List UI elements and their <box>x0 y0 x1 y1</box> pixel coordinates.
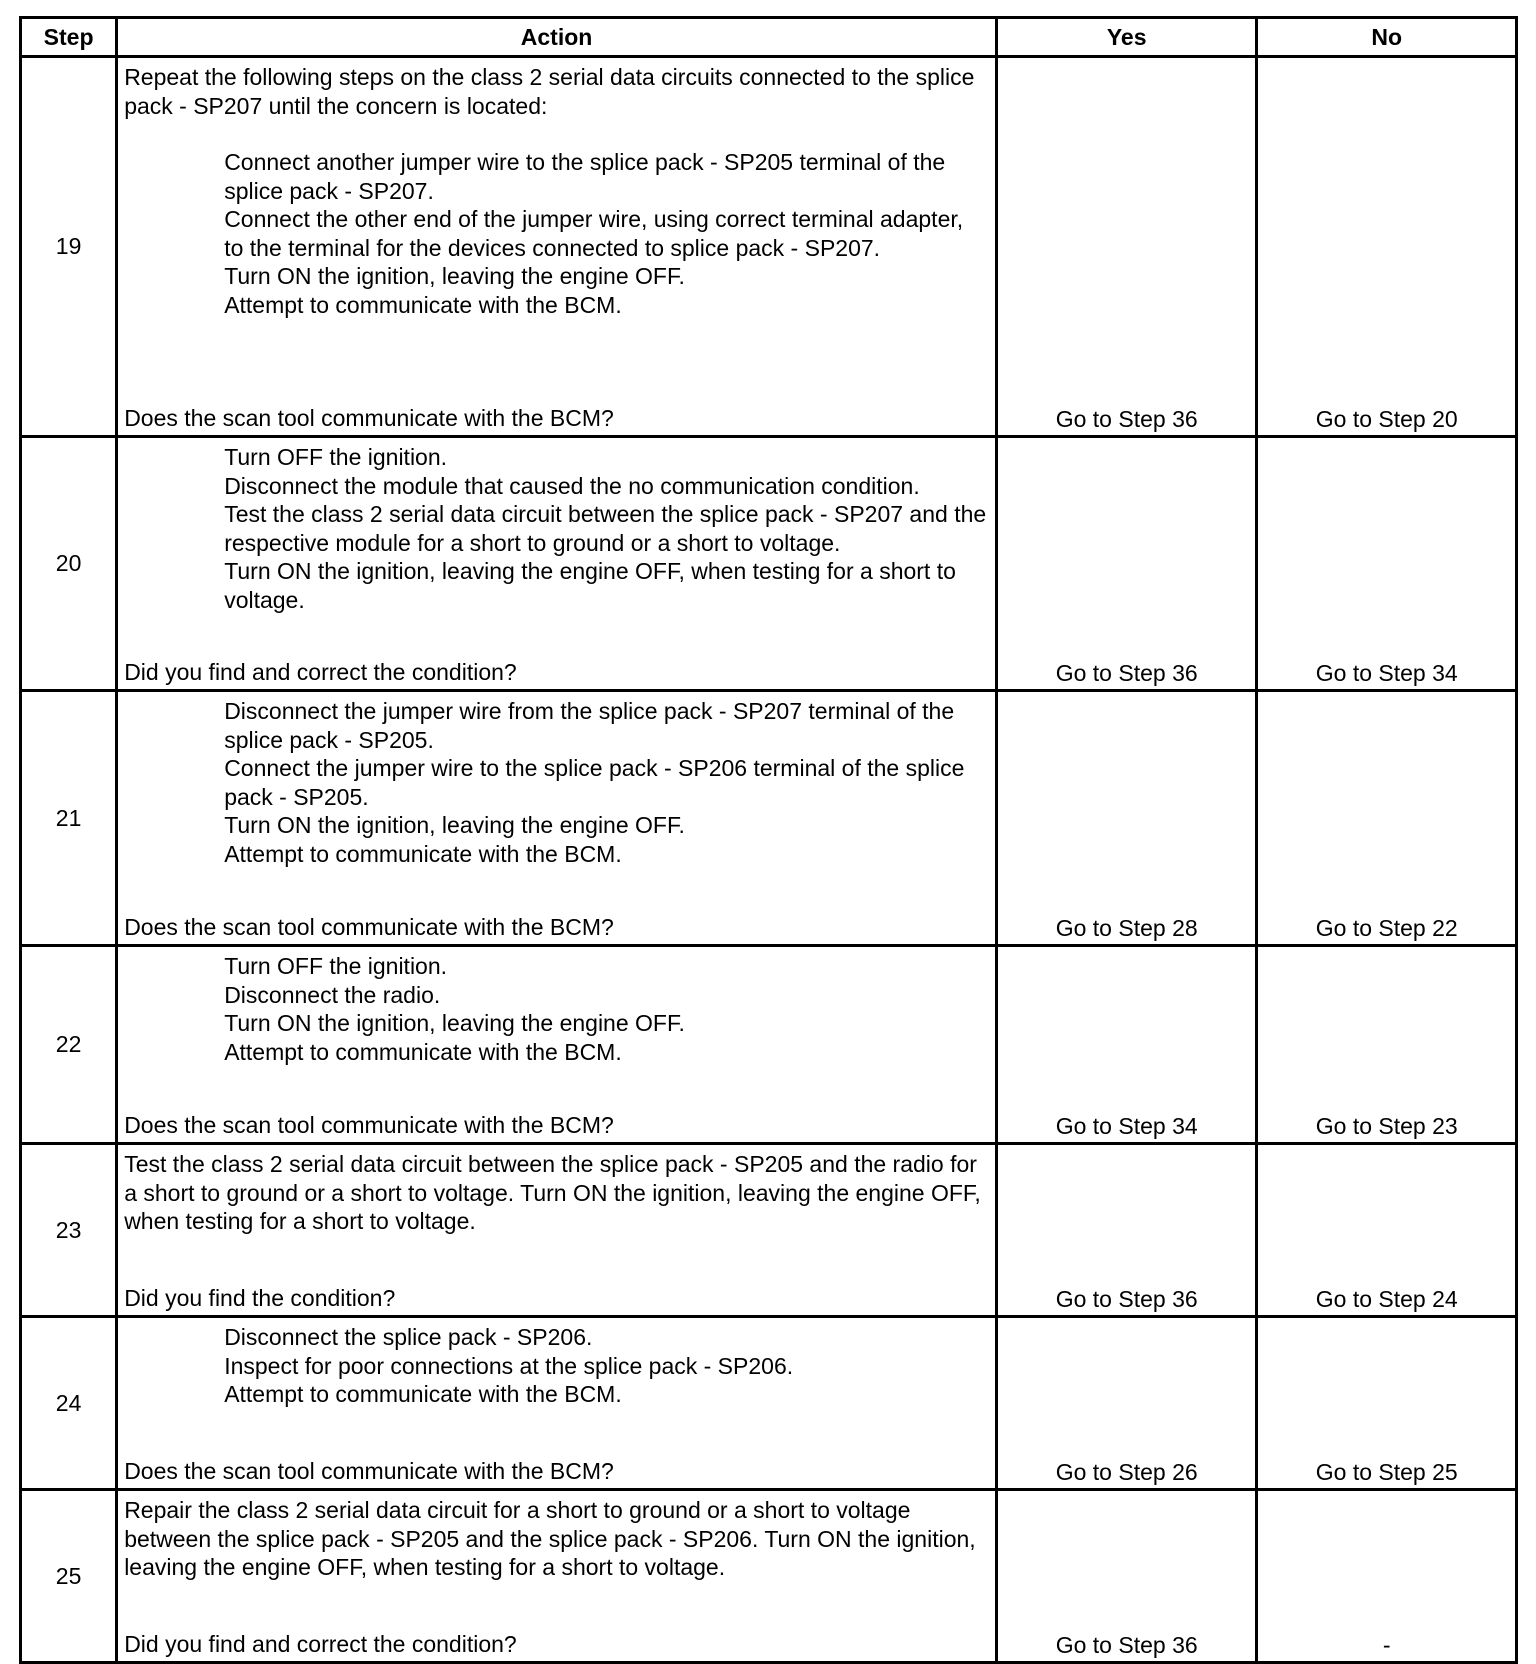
action-substep: Connect the other end of the jumper wire, using correct terminal adapter, to the terminal for the devices connected to splice pack - SP207. <box>224 206 964 261</box>
action-cell <box>117 1144 997 1317</box>
no-result: Go to Step 23 <box>1257 946 1517 1144</box>
table-row <box>21 946 1517 1144</box>
yes-result: Go to Step 36 <box>996 437 1257 691</box>
action-cell <box>117 691 997 946</box>
no-result: Go to Step 34 <box>1257 437 1517 691</box>
action-question: Does the scan tool communicate with the BCM? <box>124 913 614 940</box>
table-row <box>21 1144 1517 1317</box>
action-substep: Attempt to communicate with the BCM. <box>224 1038 622 1065</box>
yes-result: Go to Step 28 <box>996 691 1257 946</box>
action-substeps <box>124 1323 987 1409</box>
action-substep: Disconnect the module that caused the no communication condition. <box>224 472 920 499</box>
step-number: 19 <box>21 57 117 437</box>
action-question: Does the scan tool communicate with the BCM? <box>124 404 614 431</box>
step-number: 22 <box>21 946 117 1144</box>
action-cell <box>117 437 997 691</box>
action-substep: Turn ON the ignition, leaving the engine OFF, when testing for a short to voltage. <box>224 558 956 613</box>
action-substep: Turn ON the ignition, leaving the engine OFF. <box>224 812 685 838</box>
action-substep: Turn OFF the ignition. <box>224 953 448 979</box>
action-substep: Connect another jumper wire to the splice pack - SP205 terminal of the splice pack - SP207. <box>224 149 946 204</box>
action-cell <box>117 946 997 1144</box>
yes-result: Go to Step 26 <box>996 1317 1257 1490</box>
action-substeps <box>124 148 987 319</box>
action-question: Does the scan tool communicate with the BCM? <box>124 1457 614 1484</box>
table-row <box>21 691 1517 946</box>
table-row <box>21 57 1517 437</box>
action-substep: Disconnect the splice pack - SP206. <box>224 1324 593 1350</box>
action-intro: Test the class 2 serial data circuit between the splice pack - SP205 and the radio for a short to ground or a short to voltage. Turn ON the ignition, leaving the engine OFF, when testing for a short to voltage. <box>124 1151 981 1234</box>
step-number: 20 <box>21 437 117 691</box>
yes-result: Go to Step 36 <box>996 1490 1257 1663</box>
action-substep: Test the class 2 serial data circuit between the splice pack - SP207 and the respective module for a short to ground or a short to voltage. <box>224 501 987 556</box>
header-no: No <box>1257 18 1517 57</box>
action-substep: Connect the jumper wire to the splice pack - SP206 terminal of the splice pack - SP205. <box>224 755 965 810</box>
table-row <box>21 1317 1517 1490</box>
diagnostic-table <box>19 16 1518 1664</box>
action-substep: Attempt to communicate with the BCM. <box>224 1381 622 1407</box>
action-substep: Disconnect the jumper wire from the splice pack - SP207 terminal of the splice pack - SP205. <box>224 698 955 753</box>
action-substep: Turn OFF the ignition. <box>224 444 448 470</box>
yes-result: Go to Step 36 <box>996 1144 1257 1317</box>
header-yes: Yes <box>996 18 1257 57</box>
action-intro: Repeat the following steps on the class 2 serial data circuits connected to the splice pack - SP207 until the concern is located: <box>124 64 975 119</box>
step-number: 21 <box>21 691 117 946</box>
action-substeps <box>124 697 987 868</box>
action-substep: Disconnect the radio. <box>224 981 441 1008</box>
header-row <box>21 18 1517 57</box>
action-substep: Turn ON the ignition, leaving the engine OFF. <box>224 263 685 289</box>
action-question: Did you find and correct the condition? <box>124 1630 517 1657</box>
action-cell <box>117 57 997 437</box>
action-substep: Inspect for poor connections at the splice pack - SP206. <box>224 1352 794 1379</box>
table-row <box>21 437 1517 691</box>
action-cell <box>117 1490 997 1663</box>
header-action: Action <box>117 18 997 57</box>
action-question: Did you find and correct the condition? <box>124 658 517 685</box>
action-substeps <box>124 952 987 1066</box>
action-substep: Attempt to communicate with the BCM. <box>224 840 622 867</box>
yes-result: Go to Step 34 <box>996 946 1257 1144</box>
action-cell <box>117 1317 997 1490</box>
no-result: - <box>1257 1490 1517 1663</box>
action-substeps <box>124 443 987 614</box>
yes-result: Go to Step 36 <box>996 57 1257 437</box>
no-result: Go to Step 25 <box>1257 1317 1517 1490</box>
step-number: 24 <box>21 1317 117 1490</box>
no-result: Go to Step 24 <box>1257 1144 1517 1317</box>
step-number: 25 <box>21 1490 117 1663</box>
action-substep: Attempt to communicate with the BCM. <box>224 291 622 318</box>
action-substep: Turn ON the ignition, leaving the engine OFF. <box>224 1010 685 1036</box>
action-intro: Repair the class 2 serial data circuit for a short to ground or a short to voltage between the splice pack - SP205 and the splice pack - SP206. Turn ON the ignition, leaving the engine OFF, when testing for a short to voltage. <box>124 1497 976 1580</box>
no-result: Go to Step 22 <box>1257 691 1517 946</box>
action-question: Did you find the condition? <box>124 1284 396 1311</box>
header-step: Step <box>21 18 117 57</box>
action-question: Does the scan tool communicate with the BCM? <box>124 1111 614 1138</box>
step-number: 23 <box>21 1144 117 1317</box>
no-result: Go to Step 20 <box>1257 57 1517 437</box>
table-row <box>21 1490 1517 1663</box>
